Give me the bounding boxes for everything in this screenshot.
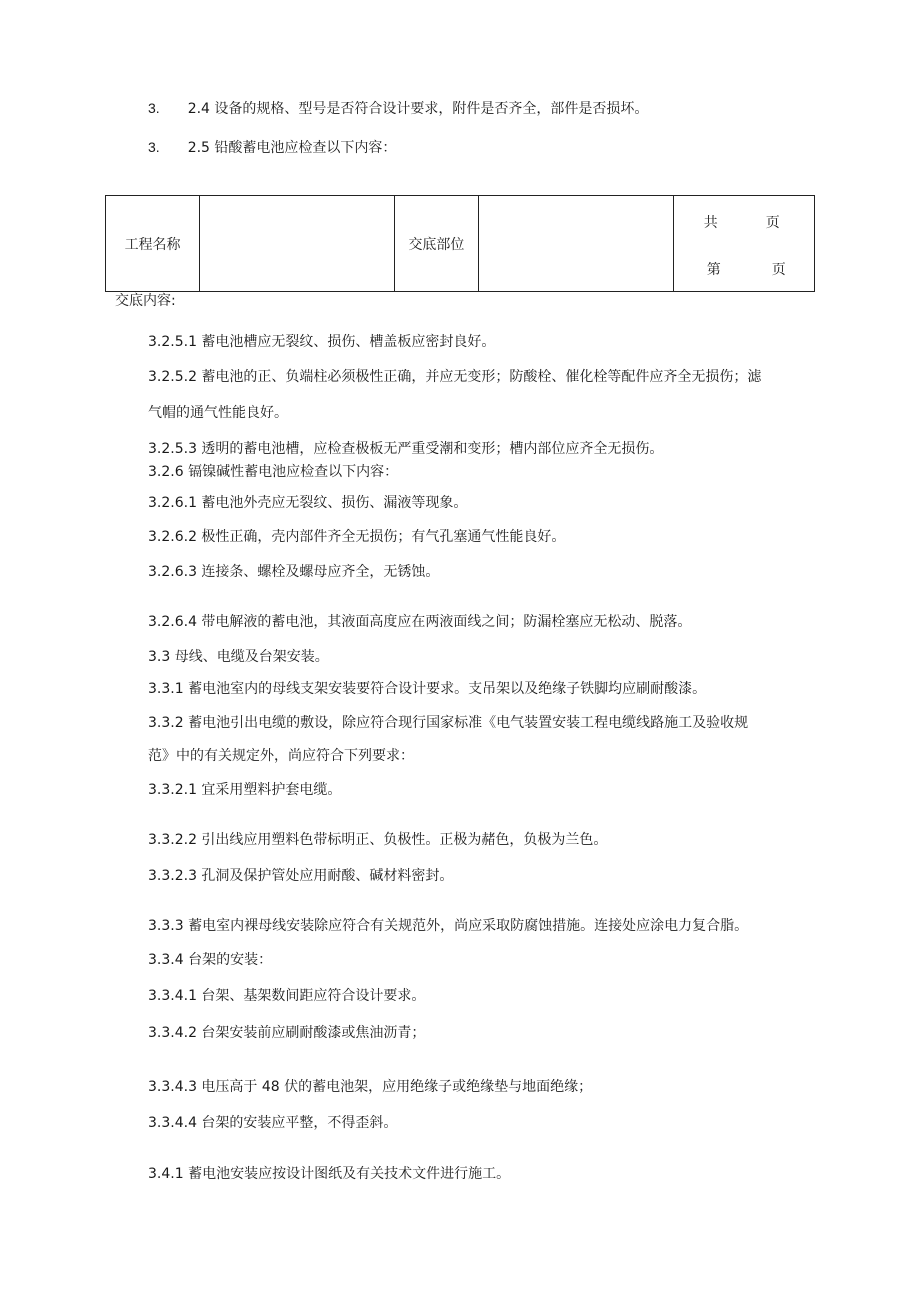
header-table [105, 195, 815, 292]
page-label: 第 [706, 262, 721, 278]
body-line: 3.4.1 蓄电池安装应按设计图纸及有关技术文件进行施工。 [148, 1166, 511, 1182]
project-name-label: 工程名称 [106, 196, 200, 292]
body-line: 3.2.6.1 蓄电池外壳应无裂纹、损伤、漏液等现象。 [148, 495, 468, 511]
body-line: 3.3.4.3 电压高于 48 伏的蓄电池架，应用绝缘子或绝缘垫与地面绝缘； [148, 1079, 593, 1095]
body-line: 3.2.5.3 透明的蓄电池槽，应检查极板无严重受潮和变形；槽内部位应齐全无损伤。 [148, 441, 664, 457]
content-label: 交底内容: [115, 293, 176, 309]
total-unit: 页 [765, 215, 780, 231]
body-line: 3.2.5.2 蓄电池的正、负端柱必须极性正确，并应无变形；防酸栓、催化栓等配件应齐全无损伤；滤 [148, 369, 762, 385]
body-line: 3.2.5.1 蓄电池槽应无裂纹、损伤、槽盖板应密封良好。 [148, 334, 496, 350]
clause-3-2-4: 3. 2.4 设备的规格、型号是否符合设计要求，附件是否齐全，部件是否损坏。 [148, 100, 649, 117]
body-line: 3.3.2.1 宜采用塑料护套电缆。 [148, 782, 342, 798]
body-line: 3.3.4 台架的安装： [148, 952, 273, 968]
body-line: 3.2.6.4 带电解液的蓄电池，其液面高度应在两液面线之间；防漏栓塞应无松动、脱落。 [148, 614, 692, 630]
body-line: 3.3.2.2 引出线应用塑料色带标明正、负极性。正极为赭色，负极为兰色。 [148, 832, 608, 848]
body-line: 3.2.6.2 极性正确，壳内部件齐全无损伤；有气孔塞通气性能良好。 [148, 529, 566, 545]
part-label: 交底部位 [395, 196, 478, 292]
total-label: 共 [703, 215, 718, 231]
part-value [478, 196, 673, 292]
page-unit: 页 [771, 262, 786, 278]
page-count-cell [673, 196, 814, 292]
body-line: 3.2.6 镉镍碱性蓄电池应检查以下内容： [148, 464, 399, 480]
body-line: 范》中的有关规定外，尚应符合下列要求： [148, 748, 414, 764]
project-name-value [200, 196, 395, 292]
body-line: 气帽的通气性能良好。 [148, 405, 288, 421]
body-line: 3.3.4.2 台架安装前应刷耐酸漆或焦油沥青； [148, 1025, 426, 1041]
body-line: 3.3.4.1 台架、基架数间距应符合设计要求。 [148, 988, 426, 1004]
clause-3-2-5: 3. 2.5 铅酸蓄电池应检查以下内容： [148, 139, 397, 156]
body-line: 3.3.3 蓄电室内裸母线安装除应符合有关规范外，尚应采取防腐蚀措施。连接处应涂电力复合脂。 [148, 918, 749, 934]
body-line: 3.3.2.3 孔洞及保护管处应用耐酸、碱材料密封。 [148, 868, 454, 884]
body-line: 3.2.6.3 连接条、螺栓及螺母应齐全，无锈蚀。 [148, 564, 440, 580]
body-line: 3.3 母线、电缆及台架安装。 [148, 649, 329, 665]
body-line: 3.3.4.4 台架的安装应平整，不得歪斜。 [148, 1115, 398, 1131]
body-line: 3.3.1 蓄电池室内的母线支架安装要符合设计要求。支吊架以及绝缘子铁脚均应刷耐酸漆。 [148, 681, 707, 697]
body-line: 3.3.2 蓄电池引出电缆的敷设，除应符合现行国家标准《电气装置安装工程电缆线路施工及验收规 [148, 715, 749, 731]
